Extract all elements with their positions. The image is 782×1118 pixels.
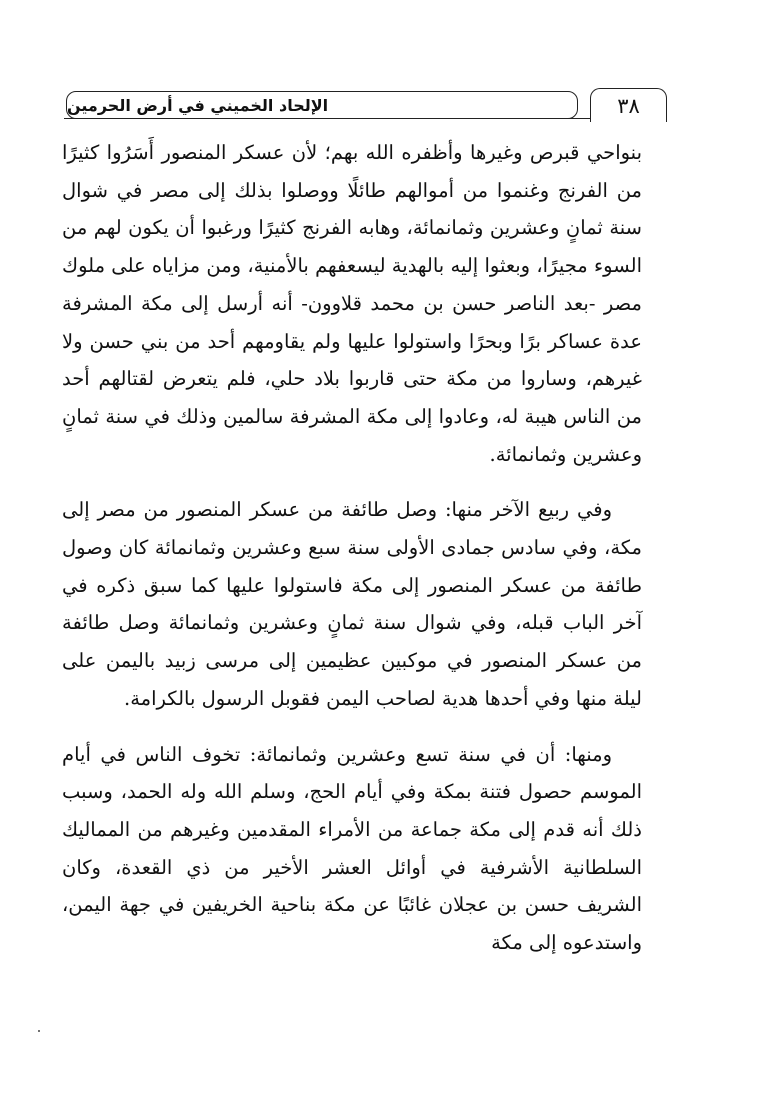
page-number: ٣٨	[617, 93, 640, 118]
paragraph-2: وفي ربيع الآخر منها: وصل طائفة من عسكر المنصور من مصر إلى مكة، وفي سادس جمادى الأولى سنة سبع وعشرين وثمانمائة كان وصول طائفة من عسكر المنصور إلى مكة فاستولوا عليها كما سبق ذكره في آخر الباب قبله، وفي شوال سنة ثمانٍ وعشرين وثمانمائة وصل طائفة من عسكر المنصور في موكبين عظيمين إلى مرسى زبيد باليمن على ليلة منها وفي أحدها هدية لصاحب اليمن فقوبل الرسول بالكرامة.	[62, 498, 642, 710]
page-header	[60, 88, 667, 126]
body-text	[62, 134, 642, 962]
running-title: الإلحاد الخميني في أرض الحرمين	[67, 95, 329, 115]
running-title-frame	[66, 91, 578, 119]
paragraph-1: بنواحي قبرص وغيرها وأظفره الله بهم؛ لأن عسكر المنصور أَسَرُوا كثيرًا من الفرنج وغنموا من أموالهم طائلًا ووصلوا بذلك إلى مصر في شوال سنة ثمانٍ وعشرين وثمانمائة، وهابه الفرنج كثيرًا ورغبوا أن يكون لهم من السوء مجيرًا، وبعثوا إليه بالهدية ليسعفهم بالأمنية، ومن مزاياه على ملوك مصر -بعد الناصر حسن بن محمد قلاوون- أنه أرسل إلى مكة المشرفة عدة عساكر برًا وبحرًا واستولوا عليها ولم يقاومهم أحد من بني حسن ولا غيرهم، وساروا من مكة حتى قاربوا بلاد حلي، فلم يتعرض لقتالهم أحد من الناس هيبة له، وعادوا إلى مكة المشرفة سالمين وذلك في سنة ثمانٍ وعشرين وثمانمائة.	[62, 141, 642, 466]
page-number-frame	[590, 88, 667, 122]
scan-speck	[38, 1030, 40, 1032]
paragraph-3: ومنها: أن في سنة تسع وعشرين وثمانمائة: تخوف الناس في أيام الموسم حصول فتنة بمكة وفي أيام الحج، وسلم الله وله الحمد، وسبب ذلك أنه قدم إلى مكة جماعة من الأمراء المقدمين وغيرهم من المماليك السلطانية الأشرفية في أوائل العشر الأخير من ذي القعدة، وكان الشريف حسن بن عجلان غائبًا عن مكة بناحية الخريفين في جهة اليمن، واستدعوه إلى مكة	[62, 742, 642, 955]
